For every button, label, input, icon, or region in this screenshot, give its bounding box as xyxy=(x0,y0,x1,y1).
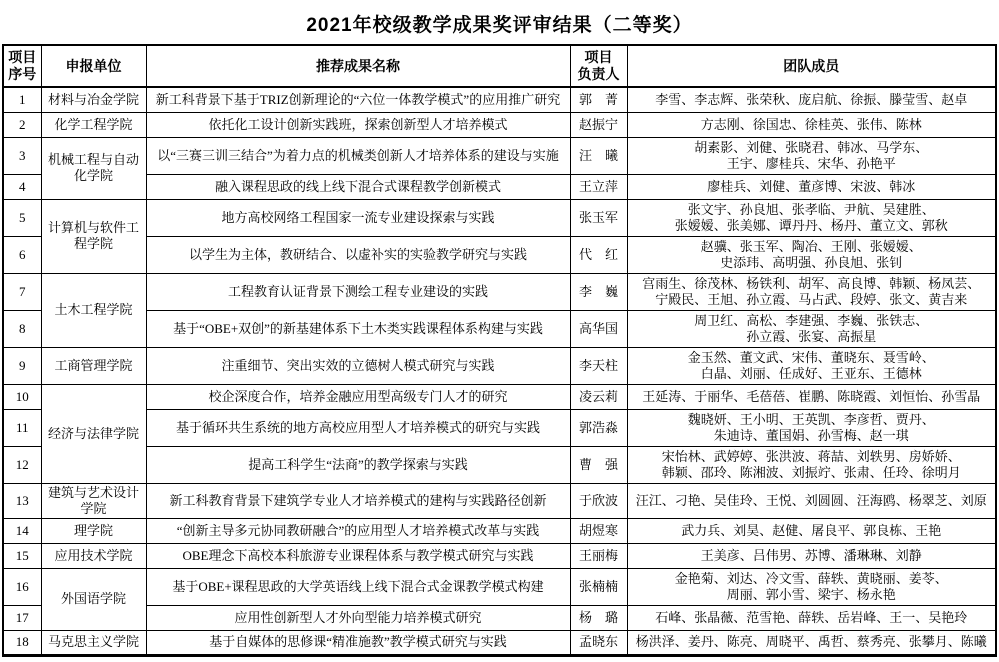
project-number-cell: 3 xyxy=(3,137,41,174)
unit-cell xyxy=(41,87,146,112)
team-line: 孙立霞、张宴、高振星 xyxy=(746,328,877,344)
team-line: 金艳菊、刘达、冷文雪、薛轶、黄晓丽、姜苓、 xyxy=(674,570,948,586)
unit-cell xyxy=(41,630,146,655)
unit-line: 化学院 xyxy=(73,168,113,183)
unit-line: 马克思主义学院 xyxy=(47,634,139,649)
achievement-title-cell: OBE理念下高校本科旅游专业课程体系与教学模式研究与实践 xyxy=(146,543,570,568)
header-row xyxy=(3,45,996,87)
project-number-cell: 14 xyxy=(3,518,41,543)
unit-cell xyxy=(41,543,146,568)
team-cell xyxy=(627,310,996,347)
achievement-title-cell: 新工科背景下基于TRIZ创新理论的“六位一体教学模式”的应用推广研究 xyxy=(146,87,570,112)
achievement-title-cell: 新工科教育背景下建筑学专业人才培养模式的建构与实践路径创新 xyxy=(146,483,570,518)
leader-cell: 杨 璐 xyxy=(570,605,627,630)
achievement-title-cell: 基于OBE+课程思政的大学英语线上线下混合式金课教学模式构建 xyxy=(146,568,570,605)
leader-cell: 代 红 xyxy=(570,236,627,273)
leader-cell: 孟晓东 xyxy=(570,630,627,655)
table-row xyxy=(3,543,996,568)
leader-cell: 曹 强 xyxy=(570,446,627,483)
table-row xyxy=(3,310,996,347)
unit-cell xyxy=(41,568,146,630)
team-line: 金玉然、董文武、宋伟、董晓东、聂雪岭、 xyxy=(687,349,935,365)
team-cell xyxy=(627,137,996,174)
col-header-achievement xyxy=(146,45,570,87)
unit-line: 计算机与软件工 xyxy=(47,220,139,235)
table-row xyxy=(3,112,996,137)
team-line: 白晶、刘丽、任成好、王亚东、王德林 xyxy=(700,365,922,381)
header-line: 负责人 xyxy=(577,66,620,82)
team-cell xyxy=(627,446,996,483)
unit-line: 土木工程学院 xyxy=(54,302,133,317)
leader-cell: 李 巍 xyxy=(570,273,627,310)
table-row xyxy=(3,630,996,655)
team-cell xyxy=(627,409,996,446)
table-row xyxy=(3,384,996,409)
team-cell xyxy=(627,630,996,655)
team-line: 王宇、廖桂兵、宋华、孙艳平 xyxy=(726,155,896,171)
project-number-cell: 12 xyxy=(3,446,41,483)
team-line: 胡素影、刘健、张晓君、韩冰、马学东、 xyxy=(694,139,929,155)
results-table xyxy=(2,44,997,657)
col-header-team xyxy=(627,45,996,87)
unit-line: 程学院 xyxy=(73,236,113,251)
team-line: 张嫒嫒、张美娜、谭丹丹、杨丹、董立文、郭秋 xyxy=(674,217,948,233)
unit-line: 外国语学院 xyxy=(60,591,126,606)
project-number-cell: 11 xyxy=(3,409,41,446)
table-row xyxy=(3,87,996,112)
unit-line: 化学工程学院 xyxy=(54,116,133,132)
col-header-unit xyxy=(41,45,146,87)
team-line: 李雪、李志辉、张荣秋、庞启航、徐振、滕莹雪、赵卓 xyxy=(655,91,968,107)
achievement-title-cell: 基于循环共生系统的地方高校应用型人才培养模式的研究与实践 xyxy=(146,409,570,446)
team-cell xyxy=(627,236,996,273)
team-cell xyxy=(627,199,996,236)
achievement-title-cell: 融入课程思政的线上线下混合式课程教学创新模式 xyxy=(146,174,570,199)
unit-line: 工商管理学院 xyxy=(54,357,133,373)
project-number-cell: 18 xyxy=(3,630,41,655)
team-cell xyxy=(627,543,996,568)
header-line: 团队成员 xyxy=(783,57,840,74)
leader-cell: 王丽梅 xyxy=(570,543,627,568)
team-line: 张文宇、孙良旭、张孝临、尹航、吴建胜、 xyxy=(687,201,935,217)
project-number-cell: 8 xyxy=(3,310,41,347)
table-row xyxy=(3,409,996,446)
table-row xyxy=(3,174,996,199)
unit-line: 经济与法律学院 xyxy=(47,425,139,441)
team-line: 廖桂兵、刘健、董彦博、宋波、韩冰 xyxy=(707,178,916,194)
leader-cell: 高华国 xyxy=(570,310,627,347)
leader-cell: 凌云莉 xyxy=(570,384,627,409)
unit-line: 学院 xyxy=(80,500,107,516)
achievement-title-cell: 基于“OBE+双创”的新基建体系下土木类实践课程体系构建与实践 xyxy=(146,310,570,347)
table-row xyxy=(3,483,996,518)
table-row xyxy=(3,446,996,483)
project-number-cell: 9 xyxy=(3,347,41,384)
leader-cell: 张玉军 xyxy=(570,199,627,236)
achievement-title-cell: 工程教育认证背景下测绘工程专业建设的实践 xyxy=(146,273,570,310)
leader-cell: 李天柱 xyxy=(570,347,627,384)
project-number-cell: 15 xyxy=(3,543,41,568)
unit-cell xyxy=(41,273,146,347)
team-line: 石峰、张晶薇、范雪艳、薛轶、岳岩峰、王一、吴艳玲 xyxy=(655,609,968,625)
team-line: 韩颖、邵玲、陈湘波、刘振竚、张肃、任玲、徐明月 xyxy=(661,464,961,480)
header-line: 项目 xyxy=(8,49,37,65)
unit-cell xyxy=(41,384,146,483)
unit-cell xyxy=(41,112,146,137)
unit-cell xyxy=(41,518,146,543)
table-body xyxy=(3,87,996,655)
team-line: 宫雨生、徐茂林、杨铁利、胡军、高良博、韩颖、杨凤芸、 xyxy=(642,275,981,291)
leader-cell: 汪 曦 xyxy=(570,137,627,174)
team-cell xyxy=(627,112,996,137)
project-number-cell: 7 xyxy=(3,273,41,310)
project-number-cell: 13 xyxy=(3,483,41,518)
team-line: 武力兵、刘昊、赵健、屠良平、郭良栋、王艳 xyxy=(681,522,942,538)
team-line: 杨洪泽、姜丹、陈亮、周晓平、禹哲、蔡秀亮、张攀月、陈曦 xyxy=(635,634,987,649)
unit-cell xyxy=(41,347,146,384)
table-row xyxy=(3,236,996,273)
col-header-project-no xyxy=(3,45,41,87)
team-cell xyxy=(627,87,996,112)
table-row xyxy=(3,199,996,236)
team-line: 魏晓妍、王小明、王英凯、李彦哲、贾丹、 xyxy=(687,411,935,427)
page-title: 2021年校级教学成果奖评审结果（二等奖） xyxy=(306,15,693,36)
project-number-cell: 2 xyxy=(3,112,41,137)
team-line: 周丽、郭小雪、梁宇、杨永艳 xyxy=(726,586,896,602)
project-number-cell: 6 xyxy=(3,236,41,273)
achievement-title-cell: 以学生为主体，教研结合、以虚补实的实验教学研究与实践 xyxy=(146,236,570,273)
leader-cell: 郭 菁 xyxy=(570,87,627,112)
team-line: 方志刚、徐国忠、徐桂英、张伟、陈林 xyxy=(700,116,922,132)
table-row xyxy=(3,605,996,630)
col-header-leader xyxy=(570,45,627,87)
team-cell xyxy=(627,384,996,409)
header-line: 申报单位 xyxy=(65,57,122,74)
leader-cell: 胡煜寒 xyxy=(570,518,627,543)
unit-line: 建筑与艺术设计 xyxy=(47,484,139,500)
unit-line: 材料与冶金学院 xyxy=(47,91,139,107)
table-row xyxy=(3,518,996,543)
achievement-title-cell: 提高工科学生“法商”的教学探索与实践 xyxy=(146,446,570,483)
team-line: 周卫红、高松、李建强、李巍、张铁志、 xyxy=(694,312,929,328)
project-number-cell: 4 xyxy=(3,174,41,199)
unit-cell xyxy=(41,483,146,518)
table-row xyxy=(3,137,996,174)
team-cell xyxy=(627,174,996,199)
header-line: 推荐成果名称 xyxy=(316,57,400,74)
achievement-title-cell: “创新主导多元协同教研融合”的应用型人才培养模式改革与实践 xyxy=(146,518,570,543)
project-number-cell: 1 xyxy=(3,87,41,112)
team-line: 汪江、刁艳、吴佳玲、王悦、刘圆圆、汪海鸥、杨翠芝、刘原 xyxy=(635,492,987,508)
team-line: 赵骥、张玉军、陶冶、王刚、张嫒嫒、 xyxy=(700,238,922,254)
project-number-cell: 17 xyxy=(3,605,41,630)
project-number-cell: 16 xyxy=(3,568,41,605)
achievement-title-cell: 校企深度合作，培养金融应用型高级专门人才的研究 xyxy=(146,384,570,409)
achievement-title-cell: 以“三赛三训三结合”为着力点的机械类创新人才培养体系的建设与实施 xyxy=(146,137,570,174)
team-line: 朱迪诗、董国娟、孙雪梅、赵一琪 xyxy=(713,427,909,443)
header-line: 项目 xyxy=(584,49,613,65)
project-number-cell: 10 xyxy=(3,384,41,409)
team-line: 史添玮、高明强、孙良旭、张钊 xyxy=(720,254,903,270)
table-row xyxy=(3,568,996,605)
unit-cell xyxy=(41,199,146,273)
leader-cell: 王立萍 xyxy=(570,174,627,199)
team-cell xyxy=(627,273,996,310)
team-cell xyxy=(627,483,996,518)
team-line: 宋怡林、武婷婷、张洪波、蒋喆、刘轶男、房娇娇、 xyxy=(661,448,961,464)
unit-line: 机械工程与自动 xyxy=(47,152,139,167)
achievement-title-cell: 注重细节、突出实效的立德树人模式研究与实践 xyxy=(146,347,570,384)
table-row xyxy=(3,347,996,384)
team-cell xyxy=(627,605,996,630)
unit-cell xyxy=(41,137,146,199)
achievement-title-cell: 地方高校网络工程国家一流专业建设探索与实践 xyxy=(146,199,570,236)
team-line: 宁殿民、王旭、孙立霞、马占武、段婷、张文、黄吉来 xyxy=(655,291,968,307)
header-line: 序号 xyxy=(8,66,37,82)
leader-cell: 郭浩淼 xyxy=(570,409,627,446)
achievement-title-cell: 依托化工设计创新实践班，探索创新型人才培养模式 xyxy=(146,112,570,137)
team-line: 王延涛、于丽华、毛蓓蓓、崔鹏、陈晓霞、刘恒怡、孙雪晶 xyxy=(642,388,981,404)
unit-line: 应用技术学院 xyxy=(54,547,133,563)
unit-line: 理学院 xyxy=(73,522,113,538)
achievement-title-cell: 应用性创新型人才外向型能力培养模式研究 xyxy=(146,605,570,630)
table-row xyxy=(3,273,996,310)
achievement-title-cell: 基于自媒体的思修课“精准施教”教学模式研究与实践 xyxy=(146,630,570,655)
leader-cell: 于欣波 xyxy=(570,483,627,518)
team-cell xyxy=(627,518,996,543)
leader-cell: 赵振宁 xyxy=(570,112,627,137)
team-line: 王美彦、吕伟男、苏博、潘琳琳、刘静 xyxy=(700,547,922,563)
project-number-cell: 5 xyxy=(3,199,41,236)
leader-cell: 张楠楠 xyxy=(570,568,627,605)
team-cell xyxy=(627,568,996,605)
team-cell xyxy=(627,347,996,384)
